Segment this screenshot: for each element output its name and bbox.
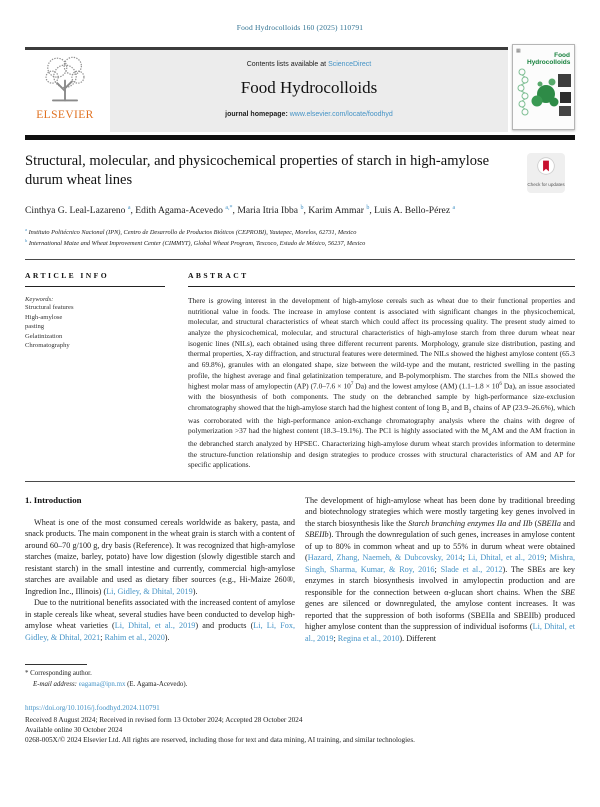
- introduction-heading: 1. Introduction: [25, 494, 82, 505]
- intro-paragraph: Wheat is one of the most consumed cereals worldwide as bakery, pasta, and snack products. The main component in the wheat grain is starch with a content of around 60–70 g/100 g, dry basis (Reference). It was recognized that high-amylose starches (maize, barley, potato) have low digestion (slowly digestible starch and resistant starch) in the small intestine and currently, commercial high-amylose starches are available and used as dietary fiber sources (e.g., Hi-Maize 260®, Ingredion Inc., Illinois) (Li, Gidley, & Dhital, 2019).: [25, 517, 295, 596]
- introduction-section: [25, 495, 575, 644]
- affiliation-b: $^b$ International Maize and Wheat Improvement Center (CIMMYT), Global Wheat Program, Texcoco, Estado de México, 56237, Mexico: [25, 238, 366, 248]
- elsevier-wordmark: ELSEVIER: [36, 109, 94, 121]
- keywords-label: Keywords:: [25, 295, 54, 303]
- author-list: Cinthya G. Leal-Lazareno $^a$, Edith Agama-Acevedo $^{a,*}$, Maria Itria Ibba $^b$, Karim Ammar $^b$, Luis A. Bello-Pérez $^a$: [25, 204, 456, 216]
- article-info-heading: ARTICLE INFO: [25, 270, 110, 280]
- journal-name: Food Hydrocolloids: [240, 77, 378, 97]
- journal-citation-header: Food Hydrocolloids 160 (2025) 110791: [236, 23, 364, 32]
- cover-journal-title: Food Hydrocolloids: [527, 52, 571, 67]
- contents-prefix: Contents lists available at: [246, 60, 329, 68]
- abstract-text: There is growing interest in the development of high-amylose cereals such as wheat due to their functional properties and nutritional value in foods. The increase in amylose content is associated with significant changes in the physicochemical, molecular, and structural characteristics of wheat starch which could affect its processing quality. The present study aimed to analyze the physicochemical, molecular, and structural characteristics of high-amylose starch from three durum wheat near isogenic lines (NILs), each obtained using three different recurrent parents. Morphology, granule size distribution, pasting and thermal properties, X-ray diffraction, and structural features were determined. The NILs showed the highest amylose content (65.3 and 69.8%), granules with an elongated shape, size between the wild-type and the mutant, restricted swelling in the pasting profile, the highest average and final gelatinization temperature, and B-polymorphism. The starches from the NILs showed the highest molar mass of amylopectin (AP) ($7.0-7.6 \times 10^7$ Da) and the lowest amylose (AM) ($1.1-1.8 \times 10^6$ Da), an issue associated with the biosynthesis of both components. The study on the debranched sample by high-performance size-exclusion chromatography showed that the high-amylose starch had the highest content of long $B_2$ and $B_3$ chains of AP (23.9–26.6%), which was corroborated with the high-performance anion-exchange chromatography analysis where the chains with degree of polymerization >37 had the highest content (18.3–19.1%). The PC1 is highly associated with the $M_wAM$ and the AM fraction in the debranched starch analyzed by HPSEC. Characterizing high-amylose durum wheat starch provides information to determine the structure-function relationship and design strategies to produce crosses with structural characteristics of AM and AP for specific applications.: [188, 295, 576, 470]
- masthead-center-box: [110, 50, 508, 132]
- keyword-item: Structural features: [25, 303, 74, 311]
- check-for-updates-badge[interactable]: [527, 153, 565, 193]
- received-dates: Received 8 August 2024; Received in revised form 13 October 2024; Accepted 28 October 2024: [25, 716, 303, 725]
- intro-left-column: [25, 495, 295, 644]
- check-updates-icon: [536, 163, 556, 180]
- affiliation-a: $^a$ Instituto Politécnico Nacional (IPN), Centro de Desarrollo de Productos Bióticos (CEPROBI), Yautepec, Morelos, 62731, Mexico: [25, 227, 357, 237]
- keyword-item: Chromatography: [25, 342, 70, 350]
- masthead-bottom-rule: [25, 135, 575, 140]
- doi-link[interactable]: https://doi.org/10.1016/j.foodhyd.2024.110791: [25, 703, 160, 712]
- abstract-column: [188, 271, 575, 471]
- intro-right-column: [305, 495, 575, 644]
- journal-masthead: [25, 44, 575, 140]
- keyword-item: High-amylose: [25, 313, 63, 321]
- homepage-url-link[interactable]: www.elsevier.com/locate/foodhyd: [289, 110, 393, 118]
- title-row: [25, 152, 575, 190]
- info-abstract-section: [25, 271, 575, 471]
- keyword-item: Gelatinization: [25, 332, 63, 340]
- elsevier-logo[interactable]: [25, 53, 105, 121]
- check-updates-label: Check for updates: [527, 182, 565, 187]
- section-divider-bottom: [25, 481, 575, 482]
- intro-paragraph: The development of high-amylose wheat has been done by traditional breeding and biotechnology strategies which were mostly targeting key genes involved in the starch biosynthesis like the Starch branching enzymes IIa and IIb (SBEIIa and SBEIIb). Through the downregulation of such genes, increases in amylose content of up to 80% in common wheat and up to 55% in durum wheat were obtained (Hazard, Zhang, Naemeh, & Dubcovsky, 2014; Li, Dhital, et al., 2019; Mishra, Singh, Sharma, Kumar, & Roy, 2016; Slade et al., 2012). The SBEs are key enzymes in starch biosynthesis involved in amylopectin production and are responsible for the connection between α-glucan short chains. When the SBE genes are silenced or downregulated, the amylose content increases. It was reported that the suppression of both isoforms (SBEIIa and SBEIIb) produced higher amylose content than the suppression of individual isoforms (Li, Dhital, et al., 2019; Regina et al., 2010). Different: [305, 495, 576, 643]
- introduction-columns: [25, 495, 575, 644]
- journal-cover-thumbnail[interactable]: [512, 44, 575, 130]
- elsevier-tree-icon: [39, 90, 91, 107]
- footnote-rule: [25, 664, 87, 665]
- article-info-column: [25, 271, 165, 471]
- article-content: [25, 152, 575, 745]
- intro-paragraph: Due to the nutritional benefits associated with the increased content of amylose in staple cereals like wheat, several studies have been conducted to develop high-amylose wheat varieties (Li, Dhital, et al., 2019) and products (Li, Li, Fox, Gidley, & Dhital, 2021; Rahim et al., 2020).: [25, 598, 296, 642]
- abstract-heading: ABSTRACT: [188, 270, 249, 280]
- homepage-label: journal homepage:: [225, 110, 290, 118]
- corresponding-author-note: * Corresponding author.: [25, 670, 92, 678]
- cover-molecule-art: [513, 105, 574, 122]
- article-title: Structural, molecular, and physicochemical properties of starch in high-amylose durum wheat lines: [25, 153, 490, 188]
- cover-publisher-mark: ▦: [516, 49, 521, 54]
- affiliations: [25, 227, 575, 249]
- article-info-rule: [25, 286, 165, 287]
- section-divider-top: [25, 259, 575, 260]
- available-online: Available online 30 October 2024: [25, 726, 123, 735]
- homepage-line: [110, 111, 508, 118]
- keyword-item: pasting: [25, 323, 45, 331]
- article-footer: [25, 703, 575, 745]
- abstract-rule: [188, 286, 575, 287]
- email-line: E-mail address: eagama@ipn.mx (E. Agama-Acevedo).: [33, 680, 188, 688]
- footnote-block: [25, 664, 575, 690]
- sciencedirect-link[interactable]: ScienceDirect: [328, 60, 372, 68]
- copyright-line: 0268-005X/© 2024 Elsevier Ltd. All rights are reserved, including those for text and data mining, AI training, and similar technologies.: [25, 736, 415, 745]
- contents-line: [110, 61, 508, 68]
